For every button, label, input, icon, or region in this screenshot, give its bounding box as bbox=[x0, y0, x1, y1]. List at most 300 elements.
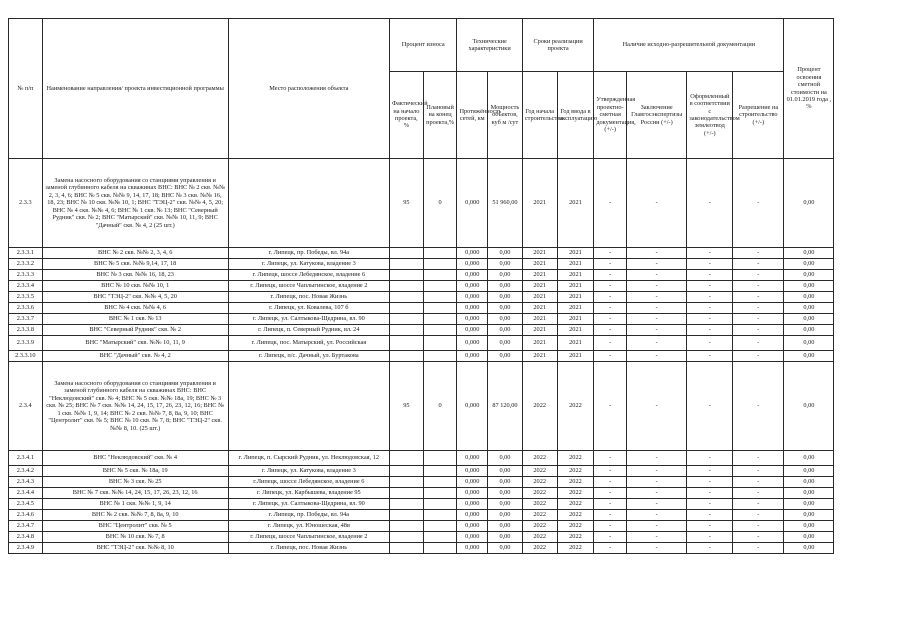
cell-wear-plan bbox=[423, 488, 457, 499]
header-wear: Процент износа bbox=[390, 19, 457, 72]
cell-place: г. Липецк, ул. Юношеская, 48в bbox=[228, 521, 389, 532]
table-row bbox=[9, 314, 904, 325]
cell-doc-land: - bbox=[687, 270, 733, 281]
cell-wear-plan bbox=[423, 303, 457, 314]
cell-power: 0,00 bbox=[488, 488, 523, 499]
cell-place: г. Липецк, ул. Катукова, владение 3 bbox=[228, 259, 389, 270]
cell-end-year: 2022 bbox=[557, 510, 594, 521]
cell-place: г. Липецк, п. Северный Рудник, вл. 24 bbox=[228, 325, 389, 336]
cell-name: ВНС № 7 скв. №№ 14, 24, 15, 17, 26, 23, 12, 16 bbox=[42, 488, 228, 499]
table-row bbox=[9, 325, 904, 336]
cell-doc-land: - bbox=[687, 314, 733, 325]
cell-doc-land: - bbox=[687, 325, 733, 336]
cell-wear-plan bbox=[423, 314, 457, 325]
cell-doc-land: - bbox=[687, 521, 733, 532]
cell-percent: 0,00 bbox=[784, 499, 834, 510]
cell-wear-fact bbox=[390, 248, 424, 259]
cell-power: 0,00 bbox=[488, 521, 523, 532]
cell-percent: 0,00 bbox=[784, 477, 834, 488]
cell-num: 2.3.3.3 bbox=[9, 270, 43, 281]
cell-wear-fact bbox=[390, 499, 424, 510]
cell-start-year: 2021 bbox=[522, 351, 557, 362]
cell-place: г. Липецк, ул. Катукова, владение 3 bbox=[228, 466, 389, 477]
cell-wear-fact bbox=[390, 510, 424, 521]
cell-power: 0,00 bbox=[488, 303, 523, 314]
cell-num: 2.3.4.9 bbox=[9, 543, 43, 554]
cell-power: 0,00 bbox=[488, 270, 523, 281]
cell-doc-approved: - bbox=[594, 532, 627, 543]
cell-num: 2.3.4.2 bbox=[9, 466, 43, 477]
cell-doc-land: - bbox=[687, 248, 733, 259]
cell-wear-fact bbox=[390, 351, 424, 362]
cell-power: 0,00 bbox=[488, 351, 523, 362]
cell-doc-permit: - bbox=[733, 159, 784, 248]
cell-doc-glavgos: - bbox=[627, 543, 687, 554]
cell-doc-glavgos: - bbox=[627, 248, 687, 259]
cell-end-year: 2022 bbox=[557, 521, 594, 532]
header-terms-start: Год начала строительства bbox=[522, 72, 557, 159]
cell-doc-permit: - bbox=[733, 314, 784, 325]
table-row bbox=[9, 336, 904, 351]
cell-name: ВНС "ТЭЦ-2" скв. №№ 4, 5, 20 bbox=[42, 292, 228, 303]
cell-length: 0,000 bbox=[457, 325, 488, 336]
cell-start-year: 2022 bbox=[522, 451, 557, 466]
cell-doc-glavgos: - bbox=[627, 466, 687, 477]
cell-num: 2.3.4.6 bbox=[9, 510, 43, 521]
cell-doc-permit: - bbox=[733, 336, 784, 351]
cell-doc-land: - bbox=[687, 466, 733, 477]
table-row bbox=[9, 248, 904, 259]
cell-doc-approved: - bbox=[594, 336, 627, 351]
cell-wear-fact bbox=[390, 303, 424, 314]
cell-wear-fact bbox=[390, 532, 424, 543]
cell-name: ВНС "Центролит" скв. № 5 bbox=[42, 521, 228, 532]
cell-place: г. Липецк, шоссе Чаплыгинское, владение 2 bbox=[228, 532, 389, 543]
cell-doc-permit: - bbox=[733, 281, 784, 292]
cell-doc-glavgos: - bbox=[627, 314, 687, 325]
cell-length: 0,000 bbox=[457, 499, 488, 510]
cell-length: 0,000 bbox=[457, 543, 488, 554]
table-row bbox=[9, 499, 904, 510]
cell-doc-glavgos: - bbox=[627, 451, 687, 466]
cell-length: 0,000 bbox=[457, 292, 488, 303]
cell-doc-approved: - bbox=[594, 303, 627, 314]
cell-wear-plan bbox=[423, 510, 457, 521]
cell-doc-approved: - bbox=[594, 281, 627, 292]
cell-doc-permit: - bbox=[733, 499, 784, 510]
cell-doc-permit: - bbox=[733, 292, 784, 303]
cell-place: г. Липецк, п/с. Дачный, ул. Буртакова bbox=[228, 351, 389, 362]
cell-name: ВНС № 4 скв. №№ 4, 6 bbox=[42, 303, 228, 314]
cell-name: Замена насосного оборудования со станциями управления и заменой глубинного кабеля на скважинах ВНС: ВНС "Неклюдовский" скв. № 4; ВНС № 5 скв. №№ 18а, 19; ВНС № 3 скв. № 25; ВНС № 7 скв. №№ 14, 24, 15, 17, 26, 23, 12, 16; ВНС № 1 скв. №№ 1, 9, 14; ВНС № 2 скв. №№ 7, 8, 8а, 9, 10; ВНС "Центролит" скв. № 5; ВНС № 10 скв. № 7, 8; ВНС "ТЭЦ-2" скв. №№ 8, 10. (25 шт.) bbox=[42, 362, 228, 451]
cell-num: 2.3.4.7 bbox=[9, 521, 43, 532]
cell-percent: 0,00 bbox=[784, 159, 834, 248]
cell-doc-permit: - bbox=[733, 325, 784, 336]
cell-place: г. Липецк, пр. Победы, вл. 94а bbox=[228, 248, 389, 259]
cell-place: г. Липецк, пос. Матырский, ул. Российская bbox=[228, 336, 389, 351]
cell-num: 2.3.4.1 bbox=[9, 451, 43, 466]
cell-doc-glavgos: - bbox=[627, 292, 687, 303]
cell-doc-land: - bbox=[687, 362, 733, 451]
cell-doc-glavgos: - bbox=[627, 362, 687, 451]
cell-power: 0,00 bbox=[488, 281, 523, 292]
cell-start-year: 2021 bbox=[522, 270, 557, 281]
cell-start-year: 2021 bbox=[522, 281, 557, 292]
table-row bbox=[9, 451, 904, 466]
header-doc-permit: Разрешение на строительство (+/-) bbox=[733, 72, 784, 159]
cell-name: ВНС "Неклюдовский" скв. № 4 bbox=[42, 451, 228, 466]
cell-wear-fact bbox=[390, 281, 424, 292]
cell-wear-plan bbox=[423, 336, 457, 351]
cell-place: г. Липецк, ул. Салтыкова-Щедрина, вл. 90 bbox=[228, 314, 389, 325]
cell-num: 2.3.3.10 bbox=[9, 351, 43, 362]
cell-end-year: 2021 bbox=[557, 159, 594, 248]
investment-program-table bbox=[8, 18, 904, 554]
cell-wear-plan bbox=[423, 499, 457, 510]
cell-power: 51 960,00 bbox=[488, 159, 523, 248]
table-row bbox=[9, 510, 904, 521]
cell-end-year: 2021 bbox=[557, 259, 594, 270]
cell-num: 2.3.4.8 bbox=[9, 532, 43, 543]
cell-doc-glavgos: - bbox=[627, 510, 687, 521]
cell-doc-land: - bbox=[687, 303, 733, 314]
cell-doc-land: - bbox=[687, 451, 733, 466]
cell-doc-approved: - bbox=[594, 362, 627, 451]
cell-wear-plan bbox=[423, 248, 457, 259]
cell-place: г. Липецк, пр. Победы, вл. 94а bbox=[228, 510, 389, 521]
cell-doc-glavgos: - bbox=[627, 532, 687, 543]
cell-doc-approved: - bbox=[594, 477, 627, 488]
cell-doc-permit: - bbox=[733, 510, 784, 521]
cell-power: 0,00 bbox=[488, 259, 523, 270]
cell-end-year: 2022 bbox=[557, 499, 594, 510]
cell-doc-permit: - bbox=[733, 477, 784, 488]
cell-percent: 0,00 bbox=[784, 248, 834, 259]
cell-length: 0,000 bbox=[457, 510, 488, 521]
cell-percent: 0,00 bbox=[784, 351, 834, 362]
header-doc-approved: Утвержденная проектно-сметная документация, (+/-) bbox=[594, 72, 627, 159]
cell-wear-fact bbox=[390, 292, 424, 303]
cell-name: ВНС № 3 скв. № 25 bbox=[42, 477, 228, 488]
cell-length: 0,000 bbox=[457, 521, 488, 532]
cell-doc-glavgos: - bbox=[627, 477, 687, 488]
table-row bbox=[9, 303, 904, 314]
cell-percent: 0,00 bbox=[784, 325, 834, 336]
cell-name: Замена насосного оборудования со станциями управления и заменой глубинного кабеля на скважинах ВНС: ВНС № 2 скв. №№ 2, 3, 4, 6; ВНС № 5 скв. №№ 9, 14, 17, 18; ВНС № 3 скв. №№ 16, 18, 23; ВНС № 10 скв. №№ 10, 1; ВНС "ТЭЦ-2" скв. №№ 4, 5, 20; ВНС № 4 скв. №№ 4, 6; ВНС № 1 скв. № 13; ВНС "Северный Рудник" скв. № 2; ВНС "Матырский" скв. №№ 10, 11, 9; ВНС "Дачный" скв. № 4, 2 (25 шт.) bbox=[42, 159, 228, 248]
cell-wear-fact bbox=[390, 325, 424, 336]
cell-num: 2.3.3.1 bbox=[9, 248, 43, 259]
cell-wear-plan bbox=[423, 270, 457, 281]
table-row bbox=[9, 362, 904, 451]
header-docs: Наличие исходно-разрешительной документации bbox=[594, 19, 784, 72]
cell-percent: 0,00 bbox=[784, 466, 834, 477]
cell-doc-permit: - bbox=[733, 303, 784, 314]
header-place: Место расположения объекта bbox=[228, 19, 389, 159]
cell-doc-land: - bbox=[687, 488, 733, 499]
cell-start-year: 2022 bbox=[522, 488, 557, 499]
cell-start-year: 2021 bbox=[522, 325, 557, 336]
cell-name: ВНС "Дачный" скв. № 4, 2 bbox=[42, 351, 228, 362]
cell-place: г. Липецк, пос. Новая Жизнь bbox=[228, 292, 389, 303]
header-num: № п/п bbox=[9, 19, 43, 159]
cell-start-year: 2022 bbox=[522, 543, 557, 554]
cell-doc-permit: - bbox=[733, 351, 784, 362]
cell-start-year: 2022 bbox=[522, 466, 557, 477]
cell-doc-glavgos: - bbox=[627, 281, 687, 292]
cell-doc-permit: - bbox=[733, 488, 784, 499]
cell-doc-glavgos: - bbox=[627, 259, 687, 270]
cell-start-year: 2022 bbox=[522, 521, 557, 532]
cell-name: ВНС "Матырский" скв. №№ 10, 11, 9 bbox=[42, 336, 228, 351]
cell-end-year: 2021 bbox=[557, 336, 594, 351]
cell-end-year: 2021 bbox=[557, 281, 594, 292]
cell-place: г. Липецк, шоссе Чаплыгинское, владение 2 bbox=[228, 281, 389, 292]
cell-start-year: 2021 bbox=[522, 248, 557, 259]
header-tech: Технические характеристики bbox=[457, 19, 522, 72]
cell-name: ВНС № 10 скв. №№ 10, 1 bbox=[42, 281, 228, 292]
cell-name: ВНС № 1 скв. № 13 bbox=[42, 314, 228, 325]
cell-wear-fact bbox=[390, 314, 424, 325]
header-row-top bbox=[9, 19, 904, 72]
cell-wear-fact bbox=[390, 466, 424, 477]
cell-percent: 0,00 bbox=[784, 521, 834, 532]
cell-place bbox=[228, 159, 389, 248]
cell-length: 0,000 bbox=[457, 314, 488, 325]
cell-place: г. Липецк, ул. Карбышева, владение 95 bbox=[228, 488, 389, 499]
cell-end-year: 2022 bbox=[557, 466, 594, 477]
header-terms: Сроки реализации проекта bbox=[522, 19, 594, 72]
cell-end-year: 2022 bbox=[557, 532, 594, 543]
cell-percent: 0,00 bbox=[784, 303, 834, 314]
cell-length: 0,000 bbox=[457, 336, 488, 351]
cell-doc-permit: - bbox=[733, 362, 784, 451]
cell-doc-land: - bbox=[687, 351, 733, 362]
header-wear-fact: Фактический на начало проекта, % bbox=[390, 72, 424, 159]
cell-wear-plan bbox=[423, 259, 457, 270]
cell-num: 2.3.3.8 bbox=[9, 325, 43, 336]
cell-num: 2.3.4.5 bbox=[9, 499, 43, 510]
cell-doc-approved: - bbox=[594, 351, 627, 362]
table-row bbox=[9, 259, 904, 270]
table-row bbox=[9, 488, 904, 499]
cell-name: ВНС № 3 скв. №№ 16, 18, 23 bbox=[42, 270, 228, 281]
cell-end-year: 2021 bbox=[557, 292, 594, 303]
cell-start-year: 2022 bbox=[522, 477, 557, 488]
cell-num: 2.3.3.6 bbox=[9, 303, 43, 314]
cell-doc-approved: - bbox=[594, 270, 627, 281]
cell-doc-approved: - bbox=[594, 259, 627, 270]
cell-end-year: 2021 bbox=[557, 351, 594, 362]
cell-name: ВНС "Северный Рудник" скв. № 2 bbox=[42, 325, 228, 336]
header-tech-power: Мощность объектов, куб м /сут bbox=[488, 72, 523, 159]
cell-doc-approved: - bbox=[594, 521, 627, 532]
cell-end-year: 2021 bbox=[557, 270, 594, 281]
cell-length: 0,000 bbox=[457, 303, 488, 314]
cell-start-year: 2021 bbox=[522, 336, 557, 351]
cell-power: 87 120,00 bbox=[488, 362, 523, 451]
cell-doc-glavgos: - bbox=[627, 303, 687, 314]
cell-length: 0,000 bbox=[457, 270, 488, 281]
cell-length: 0,000 bbox=[457, 159, 488, 248]
cell-wear-fact bbox=[390, 477, 424, 488]
cell-power: 0,00 bbox=[488, 336, 523, 351]
cell-wear-fact: 95 bbox=[390, 159, 424, 248]
cell-wear-plan: 0 bbox=[423, 159, 457, 248]
cell-percent: 0,00 bbox=[784, 510, 834, 521]
cell-wear-plan bbox=[423, 351, 457, 362]
cell-start-year: 2021 bbox=[522, 303, 557, 314]
cell-percent: 0,00 bbox=[784, 314, 834, 325]
cell-end-year: 2022 bbox=[557, 488, 594, 499]
cell-place: г. Липецк, п. Сырский Рудник, ул. Неклюдовская, 12 bbox=[228, 451, 389, 466]
cell-doc-glavgos: - bbox=[627, 159, 687, 248]
cell-place: г. Липецк, пос. Новая Жизнь bbox=[228, 543, 389, 554]
cell-doc-land: - bbox=[687, 281, 733, 292]
cell-doc-land: - bbox=[687, 499, 733, 510]
cell-end-year: 2021 bbox=[557, 325, 594, 336]
cell-doc-land: - bbox=[687, 292, 733, 303]
table-row bbox=[9, 351, 904, 362]
cell-doc-permit: - bbox=[733, 521, 784, 532]
cell-wear-fact bbox=[390, 543, 424, 554]
cell-name: ВНС № 2 скв. №№ 7, 8, 8а, 9, 10 bbox=[42, 510, 228, 521]
cell-wear-fact bbox=[390, 336, 424, 351]
cell-power: 0,00 bbox=[488, 543, 523, 554]
cell-name: ВНС № 5 скв. №№ 9,14, 17, 18 bbox=[42, 259, 228, 270]
cell-num: 2.3.4.3 bbox=[9, 477, 43, 488]
header-wear-plan: Плановый на конец проекта,% bbox=[423, 72, 457, 159]
cell-doc-permit: - bbox=[733, 259, 784, 270]
cell-doc-approved: - bbox=[594, 292, 627, 303]
table-body bbox=[9, 159, 904, 554]
cell-start-year: 2021 bbox=[522, 259, 557, 270]
cell-name: ВНС "ТЭЦ-2" скв. №№ 8, 10 bbox=[42, 543, 228, 554]
cell-doc-land: - bbox=[687, 477, 733, 488]
cell-num: 2.3.3.9 bbox=[9, 336, 43, 351]
cell-wear-plan bbox=[423, 466, 457, 477]
cell-place: г. Липецк, шоссе Лебедянское, владение 6 bbox=[228, 270, 389, 281]
cell-length: 0,000 bbox=[457, 488, 488, 499]
cell-num: 2.3.4 bbox=[9, 362, 43, 451]
cell-end-year: 2021 bbox=[557, 248, 594, 259]
cell-doc-permit: - bbox=[733, 466, 784, 477]
cell-num: 2.3.3.7 bbox=[9, 314, 43, 325]
cell-power: 0,00 bbox=[488, 248, 523, 259]
cell-power: 0,00 bbox=[488, 325, 523, 336]
cell-power: 0,00 bbox=[488, 477, 523, 488]
header-percent: Процент освоения сметной стоимости на 01.01.2019 года , % bbox=[784, 19, 834, 159]
cell-start-year: 2021 bbox=[522, 314, 557, 325]
table-row bbox=[9, 543, 904, 554]
cell-doc-approved: - bbox=[594, 488, 627, 499]
cell-length: 0,000 bbox=[457, 259, 488, 270]
cell-wear-plan bbox=[423, 477, 457, 488]
cell-end-year: 2022 bbox=[557, 477, 594, 488]
cell-doc-glavgos: - bbox=[627, 325, 687, 336]
table-row bbox=[9, 477, 904, 488]
header-terms-end: Год ввода в эксплуатацию bbox=[557, 72, 594, 159]
cell-wear-plan: 0 bbox=[423, 362, 457, 451]
cell-percent: 0,00 bbox=[784, 543, 834, 554]
cell-wear-fact bbox=[390, 521, 424, 532]
cell-percent: 0,00 bbox=[784, 451, 834, 466]
cell-wear-fact: 95 bbox=[390, 362, 424, 451]
cell-percent: 0,00 bbox=[784, 488, 834, 499]
cell-place: г. Липецк, ул. Салтыкова-Щедрина, вл. 90 bbox=[228, 499, 389, 510]
cell-doc-permit: - bbox=[733, 248, 784, 259]
cell-length: 0,000 bbox=[457, 532, 488, 543]
table-row bbox=[9, 159, 904, 248]
cell-doc-approved: - bbox=[594, 248, 627, 259]
cell-power: 0,00 bbox=[488, 532, 523, 543]
cell-start-year: 2021 bbox=[522, 159, 557, 248]
cell-doc-glavgos: - bbox=[627, 499, 687, 510]
table-row bbox=[9, 281, 904, 292]
cell-power: 0,00 bbox=[488, 466, 523, 477]
cell-num: 2.3.3.2 bbox=[9, 259, 43, 270]
cell-wear-plan bbox=[423, 532, 457, 543]
cell-end-year: 2022 bbox=[557, 362, 594, 451]
cell-place: г. Липецк, ул. Ковалева, 107 б bbox=[228, 303, 389, 314]
table-row bbox=[9, 532, 904, 543]
cell-doc-approved: - bbox=[594, 466, 627, 477]
table-row bbox=[9, 270, 904, 281]
cell-power: 0,00 bbox=[488, 451, 523, 466]
cell-wear-plan bbox=[423, 451, 457, 466]
cell-start-year: 2022 bbox=[522, 510, 557, 521]
header-name: Наименование направления/ проекта инвестиционной программы bbox=[42, 19, 228, 159]
header-tech-len: Протяжённость сетей, км bbox=[457, 72, 488, 159]
cell-wear-plan bbox=[423, 325, 457, 336]
cell-wear-plan bbox=[423, 292, 457, 303]
cell-wear-fact bbox=[390, 270, 424, 281]
cell-length: 0,000 bbox=[457, 477, 488, 488]
cell-name: ВНС № 1 скв. №№ 1, 9, 14 bbox=[42, 499, 228, 510]
cell-power: 0,00 bbox=[488, 510, 523, 521]
cell-end-year: 2022 bbox=[557, 451, 594, 466]
cell-start-year: 2022 bbox=[522, 499, 557, 510]
cell-wear-fact bbox=[390, 451, 424, 466]
cell-doc-land: - bbox=[687, 543, 733, 554]
cell-doc-approved: - bbox=[594, 451, 627, 466]
cell-length: 0,000 bbox=[457, 351, 488, 362]
cell-length: 0,000 bbox=[457, 466, 488, 477]
cell-end-year: 2022 bbox=[557, 543, 594, 554]
cell-length: 0,000 bbox=[457, 451, 488, 466]
cell-doc-land: - bbox=[687, 259, 733, 270]
cell-length: 0,000 bbox=[457, 281, 488, 292]
cell-num: 2.3.3 bbox=[9, 159, 43, 248]
cell-percent: 0,00 bbox=[784, 532, 834, 543]
cell-length: 0,000 bbox=[457, 362, 488, 451]
cell-name: ВНС № 10 скв. № 7, 8 bbox=[42, 532, 228, 543]
cell-name: ВНС № 2 скв. №№ 2, 3, 4, 6 bbox=[42, 248, 228, 259]
cell-length: 0,000 bbox=[457, 248, 488, 259]
cell-doc-approved: - bbox=[594, 325, 627, 336]
cell-percent: 0,00 bbox=[784, 270, 834, 281]
cell-power: 0,00 bbox=[488, 499, 523, 510]
cell-start-year: 2022 bbox=[522, 532, 557, 543]
cell-doc-glavgos: - bbox=[627, 521, 687, 532]
cell-wear-plan bbox=[423, 521, 457, 532]
cell-doc-approved: - bbox=[594, 314, 627, 325]
cell-wear-plan bbox=[423, 281, 457, 292]
cell-doc-glavgos: - bbox=[627, 270, 687, 281]
table-row bbox=[9, 466, 904, 477]
cell-name: ВНС № 5 скв. № 18а, 19 bbox=[42, 466, 228, 477]
cell-end-year: 2021 bbox=[557, 303, 594, 314]
cell-doc-permit: - bbox=[733, 532, 784, 543]
